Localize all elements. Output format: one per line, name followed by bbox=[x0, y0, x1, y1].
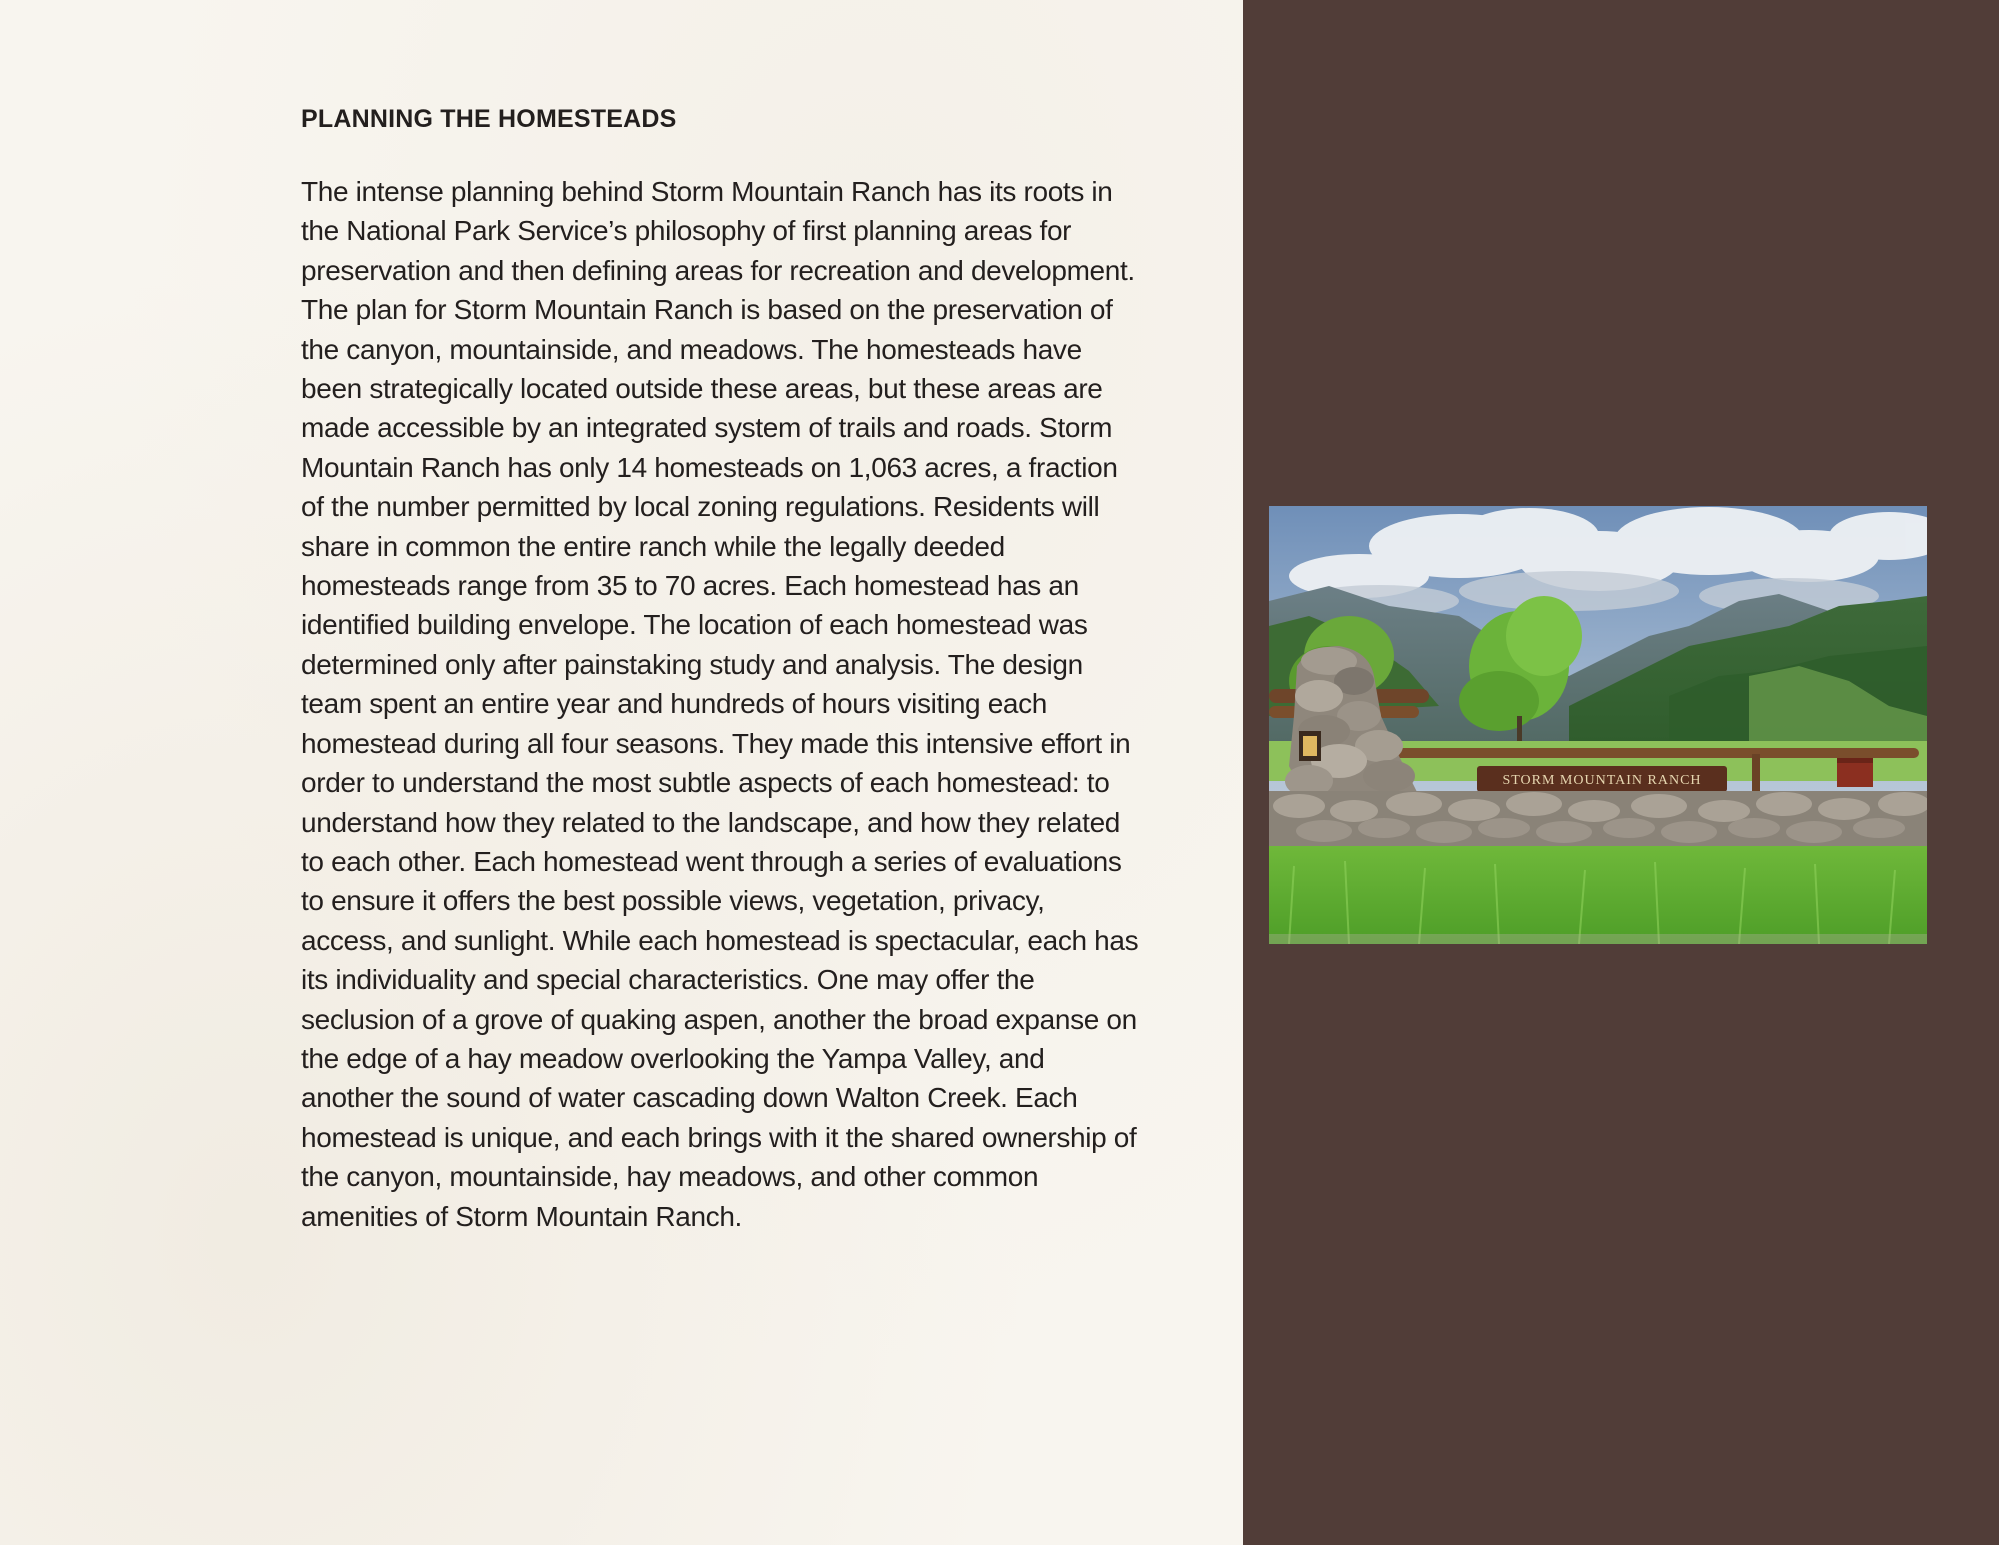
ranch-sign-text: STORM MOUNTAIN RANCH bbox=[1502, 773, 1702, 788]
article-heading: PLANNING THE HOMESTEADS bbox=[301, 105, 677, 133]
article-body: The intense planning behind Storm Mountain Ranch has its roots in the National Park Service’s philosophy of first planning areas for preservation and then defining areas for recreation and development. The plan for Storm Mountain Ranch is based on the preservation of the canyon, mountainside, and meadows. The homesteads have been strategically located outside these areas, but these areas are made accessible by an integrated system of trails and roads. Storm Mountain Ranch has only 14 homesteads on 1,063 acres, a fraction of the number permitted by local zoning regulations. Residents will share in common the entire ranch while the legally deeded homesteads range from 35 to 70 acres. Each homestead has an identified building envelope. The location of each homestead was determined only after painstaking study and analysis. The design team spent an entire year and hundreds of hours visiting each homestead during all four seasons. They made this intensive effort in order to understand the most subtle aspects of each homestead: to understand how they related to the landscape, and how they related to each other. Each homestead went through a series of evaluations to ensure it offers the best possible views, vegetation, privacy, access, and sunlight. While each homestead is spectacular, each has its individuality and special characteristics. One may offer the seclusion of a grove of quaking aspen, another the broad expanse on the edge of a hay meadow overlooking the Yampa Valley, and another the sound of water cascading down Walton Creek. Each homestead is unique, and each brings with it the shared ownership of the canyon, mountainside, hay meadows, and other common amenities of Storm Mountain Ranch. bbox=[301, 176, 1139, 1232]
article bbox=[301, 100, 1141, 1236]
ranch-entrance-photo bbox=[1269, 506, 1927, 944]
